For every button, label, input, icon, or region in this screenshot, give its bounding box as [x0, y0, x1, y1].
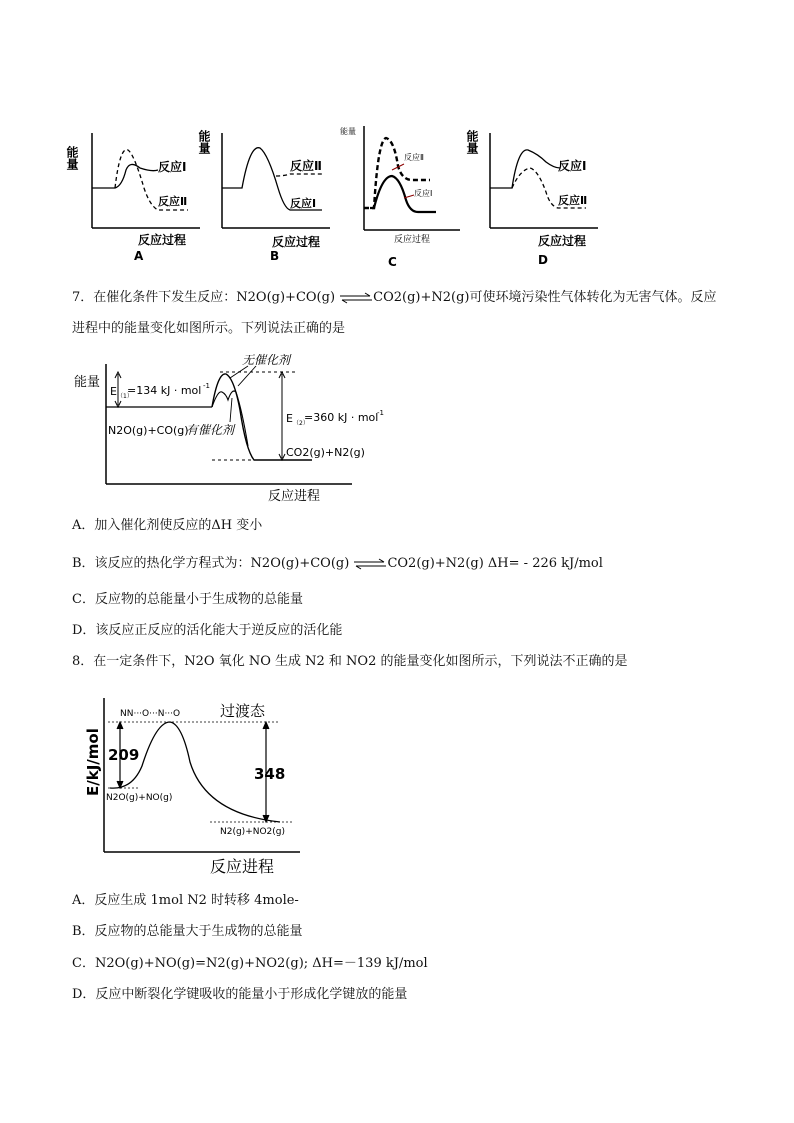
q7-option-c[interactable]: C．反应物的总能量小于生成物的总能量 [72, 592, 303, 607]
q8-reverse-ea: 348 [254, 765, 286, 783]
q7-option-d[interactable]: D．该反应正反应的活化能大于逆反应的活化能 [72, 623, 343, 638]
panel-c-reaction-2: 反应Ⅱ [404, 153, 424, 162]
svg-text:-1: -1 [203, 382, 210, 390]
q7-reactants: N2O(g)+CO(g) [236, 290, 336, 305]
panel-b-process-label: 反应过程 [272, 235, 321, 249]
q7-stem-line1 [72, 289, 717, 307]
panel-b-letter: B [270, 249, 280, 263]
top-energy-diagrams [60, 118, 620, 278]
q7-option-b[interactable] [72, 555, 603, 573]
panel-d [465, 129, 598, 267]
q8-option-c[interactable]: C．N2O(g)+NO(g)=N2(g)+NO2(g); ΔH=－139 kJ/mol [72, 956, 428, 971]
equilibrium-arrow-icon [353, 559, 387, 569]
svg-text:E: E [286, 412, 293, 425]
panel-b-reaction-1: 反应Ⅰ [290, 197, 317, 210]
panel-c-letter: C [388, 255, 397, 269]
panel-d-reaction-2: 反应Ⅱ [558, 194, 588, 207]
q7-ea2-label: =360 kJ · mol [304, 411, 379, 424]
q7-stem-line2: 进程中的能量变化如图所示。下列说法正确的是 [72, 321, 346, 336]
panel-d-energy-label: 能量 [465, 130, 479, 154]
q8-ylabel: E/kJ/mol [84, 728, 102, 796]
panel-d-process-label: 反应过程 [538, 234, 587, 248]
panel-d-reaction-1: 反应Ⅰ [558, 159, 587, 173]
panel-a-process-label: 反应过程 [138, 233, 187, 247]
q8-ts-structure: NN···O···N···O [120, 709, 181, 719]
q7-energy-label: 能量 [74, 375, 101, 390]
q8-option-a[interactable]: A．反应生成 1mol N2 时转移 4mole- [72, 893, 299, 908]
svg-text:（1）: （1） [117, 393, 133, 400]
q7-process-label: 反应进程 [268, 489, 321, 504]
q7-reactants-label: N2O(g)+CO(g) [108, 424, 189, 437]
panel-a-energy-label: 能量 [65, 146, 79, 170]
q8-option-b[interactable]: B．反应物的总能量大于生成物的总能量 [72, 924, 303, 939]
q8-transition-state: 过渡态 [220, 702, 266, 720]
panel-b-reaction-2: 反应Ⅱ [290, 159, 322, 173]
svg-text:E: E [110, 385, 117, 398]
svg-text:（2）: （2） [293, 420, 309, 427]
panel-c [340, 126, 460, 269]
panel-a-reaction-1: 反应Ⅰ [158, 160, 187, 174]
q7-products: CO2(g)+N2(g) [373, 290, 470, 305]
panel-c-reaction-1: 反应Ⅰ [414, 189, 433, 198]
q7-no-catalyst-label: 无催化剂 [242, 353, 291, 367]
q7-with-catalyst-label: 有催化剂 [186, 423, 235, 437]
panel-c-process-label: 反应过程 [394, 235, 431, 245]
q8-option-d[interactable]: D．反应中断裂化学键吸收的能量小于形成化学键放的能量 [72, 987, 408, 1002]
panel-c-energy-label: 能量 [340, 127, 356, 136]
panel-d-letter: D [538, 253, 548, 267]
q7-option-a[interactable]: A．加入催化剂使反应的ΔH 变小 [72, 518, 263, 533]
q7-ea1-label: =134 kJ · mol [127, 384, 202, 397]
panel-b-energy-label: 能量 [197, 130, 211, 154]
panel-a [65, 133, 200, 263]
q7-text-post: 可使环境污染性气体转化为无害气体。反应 [469, 290, 717, 305]
equilibrium-arrow-icon [339, 293, 373, 303]
panel-b [197, 129, 330, 263]
q8-forward-ea: 209 [108, 746, 140, 764]
q8-stem: 8．在一定条件下，N2O 氧化 NO 生成 N2 和 NO2 的能量变化如图所示，下列说法不正确的是 [72, 654, 628, 669]
svg-text:-1: -1 [377, 409, 384, 417]
q8-products: N2(g)+NO2(g) [220, 827, 286, 837]
q7-option-b-pre: B．该反应的热化学方程式为：N2O(g)+CO(g) [72, 556, 350, 571]
q7-energy-diagram [72, 350, 384, 505]
panel-a-reaction-2: 反应Ⅱ [158, 195, 188, 208]
q7-products-label: CO2(g)+N2(g) [286, 446, 365, 459]
q8-reactants: N2O(g)+NO(g) [106, 793, 173, 803]
panel-a-letter: A [134, 249, 144, 263]
q8-xlabel: 反应进程 [210, 857, 275, 876]
q8-energy-diagram [80, 682, 310, 877]
q7-text-pre: 7．在催化条件下发生反应： [72, 290, 237, 305]
q7-option-b-post: CO2(g)+N2(g) ΔH= - 226 kJ/mol [387, 556, 603, 571]
